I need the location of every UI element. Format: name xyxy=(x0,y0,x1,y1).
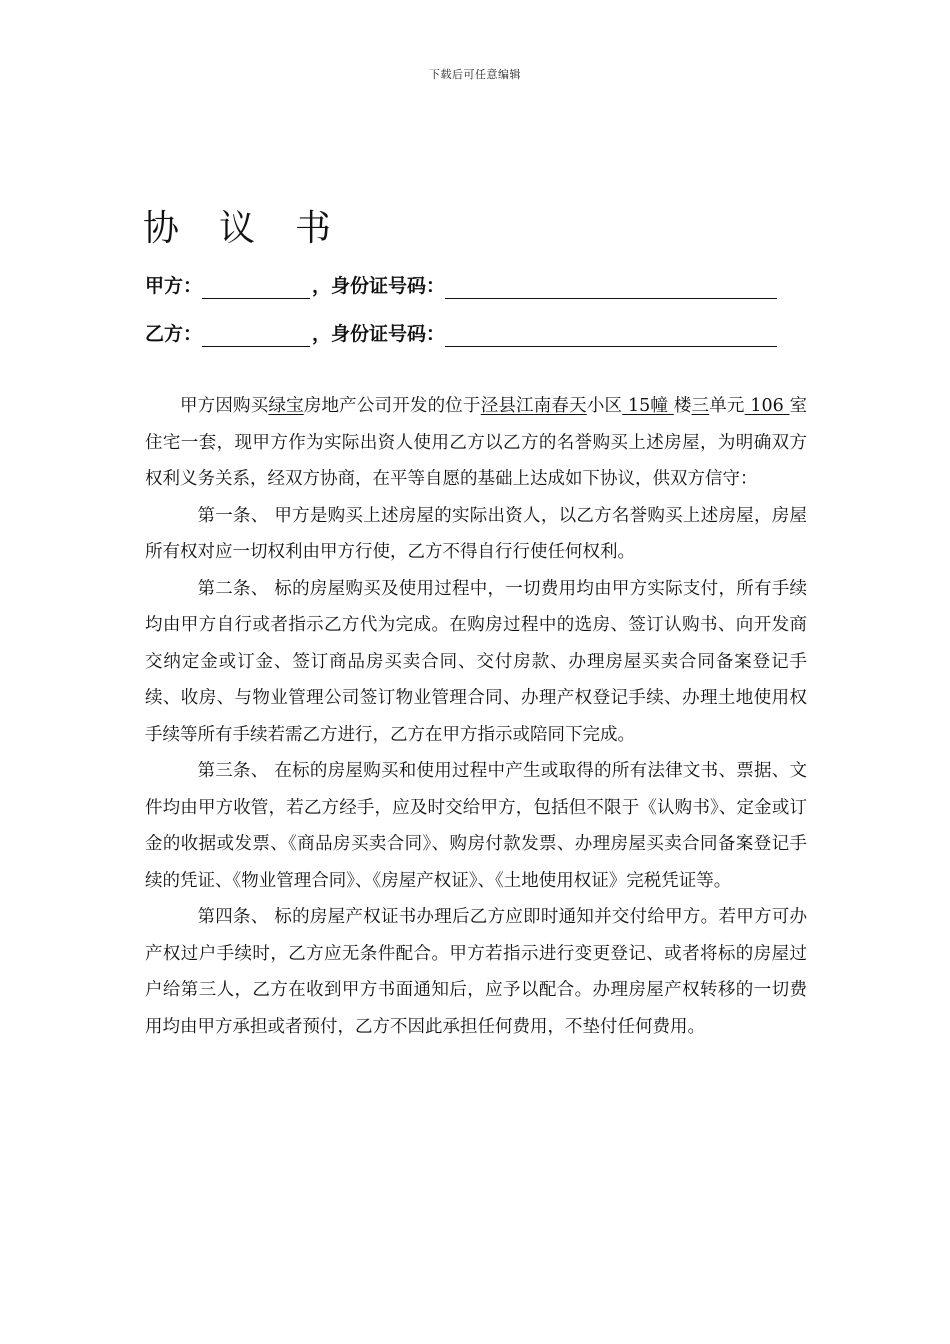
party-a-name-field[interactable] xyxy=(202,276,310,299)
room-number: 106 xyxy=(744,396,790,416)
intro-text-6: 室住宅一套，现甲方作为实际出资人使用乙方以乙方的名誉购买上述房屋，为明确双方权利义务关系，经双方协商，在平等自愿的基础上达成如下协议，供双方信守： xyxy=(145,396,807,489)
building-number: 15幢 xyxy=(622,396,674,416)
intro-text-2: 房地产公司开发的位于 xyxy=(303,396,481,416)
party-b-id-label: ，身份证号码： xyxy=(312,323,446,345)
article-2: 第二条、 标的房屋购买及使用过程中，一切费用均由甲方实际支付，所有手续均由甲方自行或者指示乙方代为完成。在购房过程中的选房、签订认购书、向开发商交纳定金或订金、签订商品房买卖合同、交付房款、办理房屋买卖合同备案登记手续、收房、与物业管理公司签订物业管理合同、办理产权登记手续、办理土地使用权手续等所有手续若需乙方进行，乙方在甲方指示或陪同下完成。 xyxy=(145,578,807,745)
article-3: 第三条、 在标的房屋购买和使用过程中产生或取得的所有法律文书、票据、文件均由甲方收管，若乙方经手，应及时交给甲方，包括但不限于《认购书》、定金或订金的收据或发票、《商品房买卖合同》、购房付款发票、办理房屋买卖合同备案登记手续的凭证、《物业管理合同》、《房屋产权证》、《土地使用权证》完税凭证等。 xyxy=(145,761,807,891)
developer-name: 绿宝 xyxy=(268,396,304,416)
party-a-label: 甲方： xyxy=(145,275,203,297)
intro-text-5: 单元 xyxy=(709,396,745,416)
intro-text-1: 甲方因购买 xyxy=(180,396,269,416)
intro-text-4: 楼 xyxy=(673,396,692,416)
party-a-id-field[interactable] xyxy=(445,276,777,299)
article-4: 第四条、 标的房屋产权证书办理后乙方应即时通知并交付给甲方。若甲方可办产权过户手续时，乙方应无条件配合。甲方若指示进行变更登记、或者将标的房屋过户给第三人，乙方在收到甲方书面通知后，应予以配合。办理房屋产权转移的一切费用均由甲方承担或者预付，乙方不因此承担任何费用，不垫付任何费用。 xyxy=(145,907,807,1037)
intro-paragraph xyxy=(145,388,807,498)
article-1: 第一条、 甲方是购买上述房屋的实际出资人，以乙方名誉购买上述房屋，房屋所有权对应一切权利由甲方行使，乙方不得自行行使任何权利。 xyxy=(145,505,807,562)
intro-text-3: 小区 xyxy=(586,396,623,416)
party-a-id-label: ，身份证号码： xyxy=(312,275,446,297)
property-location: 泾县江南春天 xyxy=(480,396,587,416)
document-title: 协议书 xyxy=(143,208,372,249)
page-header-note: 下载后可任意编辑 xyxy=(429,68,521,81)
party-a-line xyxy=(145,273,777,299)
party-b-label: 乙方： xyxy=(145,323,203,345)
party-b-line xyxy=(145,321,777,347)
party-b-id-field[interactable] xyxy=(445,324,777,347)
party-b-name-field[interactable] xyxy=(202,324,310,347)
unit-number: 三 xyxy=(691,396,710,416)
agreement-body xyxy=(145,388,807,1045)
